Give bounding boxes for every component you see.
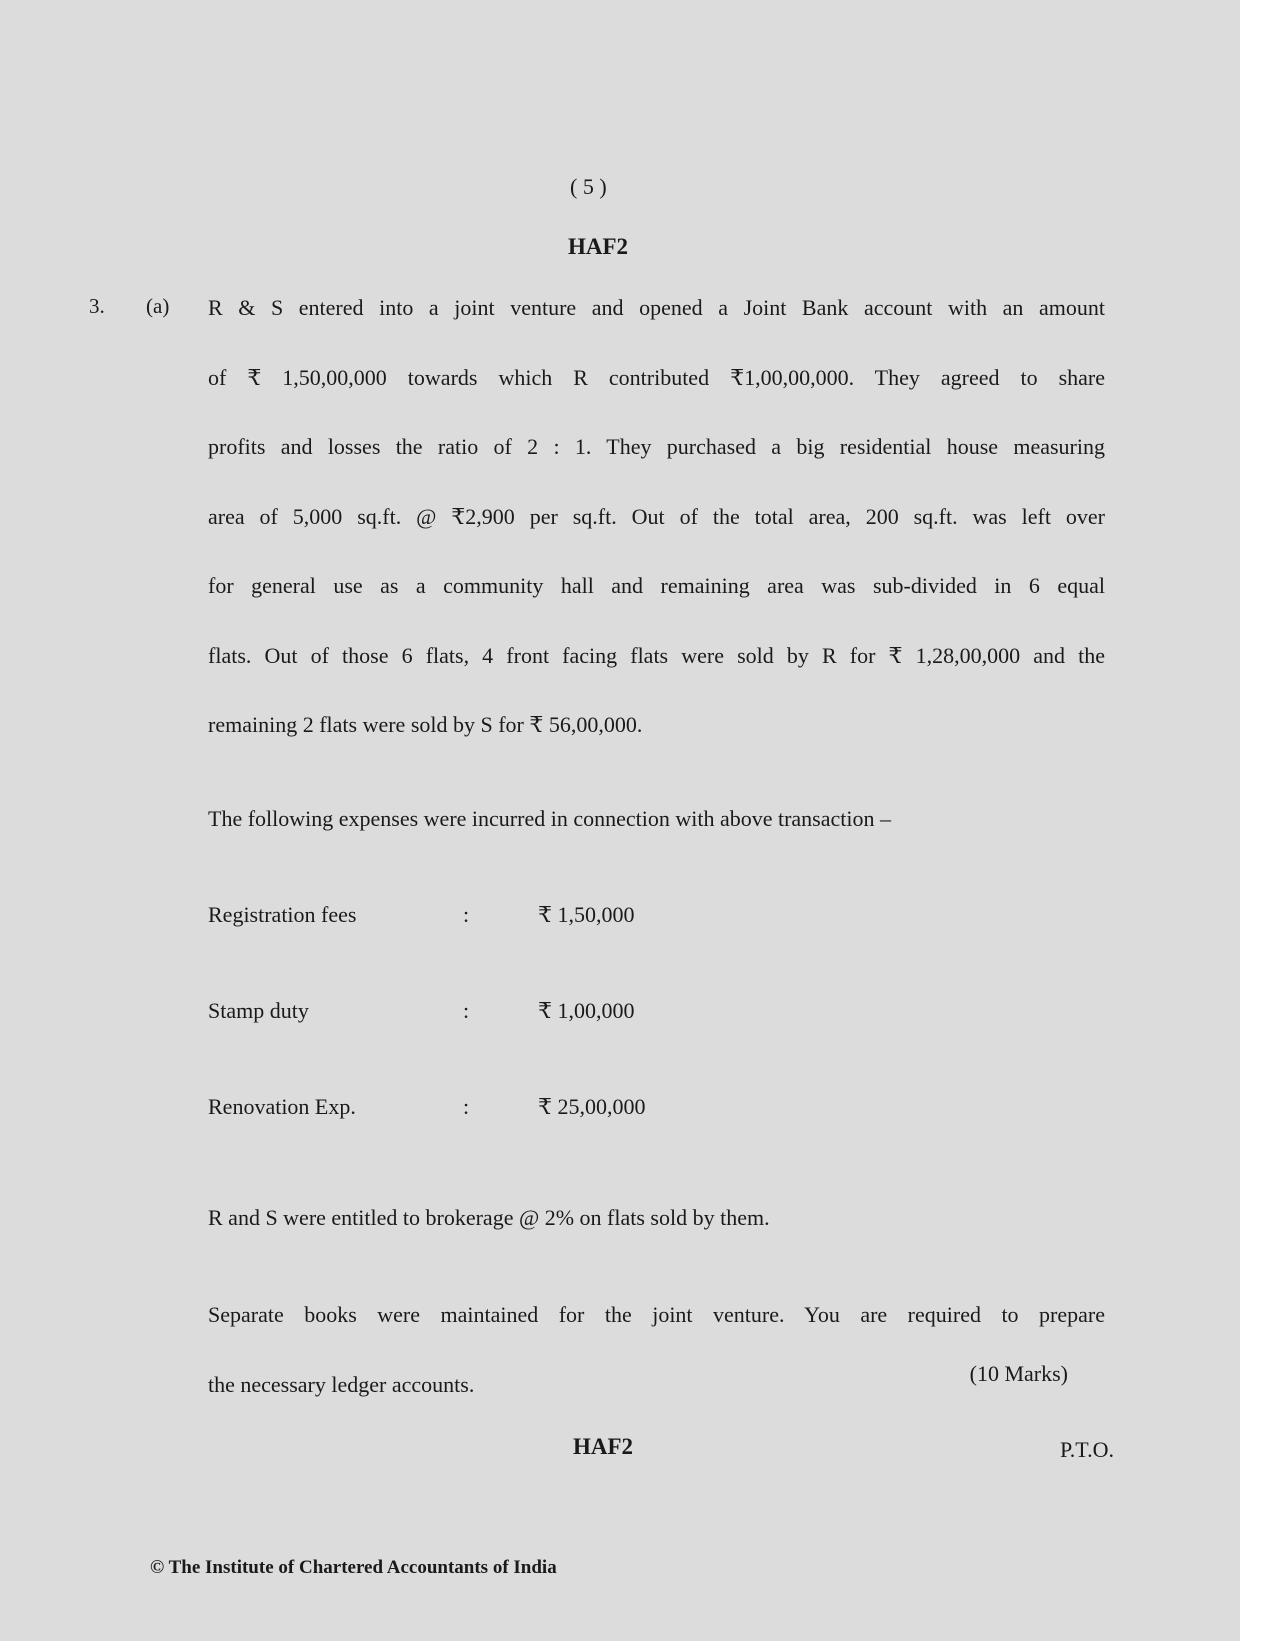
expense-label: Renovation Exp. xyxy=(208,1094,356,1119)
paper-code-header: HAF2 xyxy=(568,234,629,259)
paragraph-line: of ₹ 1,50,00,000 towards which R contributed ₹1,00,00,000. They agreed to share xyxy=(208,364,1105,390)
expenses-intro-text: The following expenses were incurred in connection with above transaction – xyxy=(208,806,891,831)
paragraph-line: flats. Out of those 6 flats, 4 front facing flats were sold by R for ₹ 1,28,00,000 and the xyxy=(208,642,1105,668)
marks-label: (10 Marks) xyxy=(969,1361,1068,1386)
instruction-line: the necessary ledger accounts. xyxy=(208,1371,475,1397)
expense-label: Registration fees xyxy=(208,902,357,927)
expenses-intro xyxy=(208,807,1105,877)
page-number: ( 5 ) xyxy=(570,174,607,199)
expense-separator: : xyxy=(463,1094,470,1119)
expense-amount: ₹ 1,00,000 xyxy=(538,998,635,1023)
expense-separator: : xyxy=(463,998,470,1023)
paragraph-line: for general use as a community hall and remaining area was sub-divided in 6 equal xyxy=(208,573,1105,598)
question-paragraph xyxy=(208,296,1105,783)
expense-label: Stamp duty xyxy=(208,998,309,1023)
pto-label: P.T.O. xyxy=(1060,1437,1114,1462)
brokerage-note xyxy=(208,1206,1105,1276)
instruction-line: Separate books were maintained for the joint venture. You are required to prepare xyxy=(208,1302,1105,1327)
paragraph-line: profits and losses the ratio of 2 : 1. They purchased a big residential house measuring xyxy=(208,434,1105,459)
question-number: 3. xyxy=(89,294,105,318)
question-part-label: (a) xyxy=(146,294,170,318)
expense-amount: ₹ 25,00,000 xyxy=(538,1094,646,1119)
brokerage-text: R and S were entitled to brokerage @ 2% on flats sold by them. xyxy=(208,1205,770,1230)
paragraph-line: R & S entered into a joint venture and opened a Joint Bank account with an amount xyxy=(208,295,1105,320)
paragraph-line: area of 5,000 sq.ft. @ ₹2,900 per sq.ft. Out of the total area, 200 sq.ft. was left over xyxy=(208,503,1105,529)
paragraph-line: remaining 2 flats were sold by S for ₹ 56,00,000. xyxy=(208,712,643,737)
expense-separator: : xyxy=(463,902,470,927)
expense-amount: ₹ 1,50,000 xyxy=(538,902,635,927)
paper-code-footer: HAF2 xyxy=(573,1434,634,1459)
copyright-footer: © The Institute of Chartered Accountants of India xyxy=(150,1557,557,1578)
